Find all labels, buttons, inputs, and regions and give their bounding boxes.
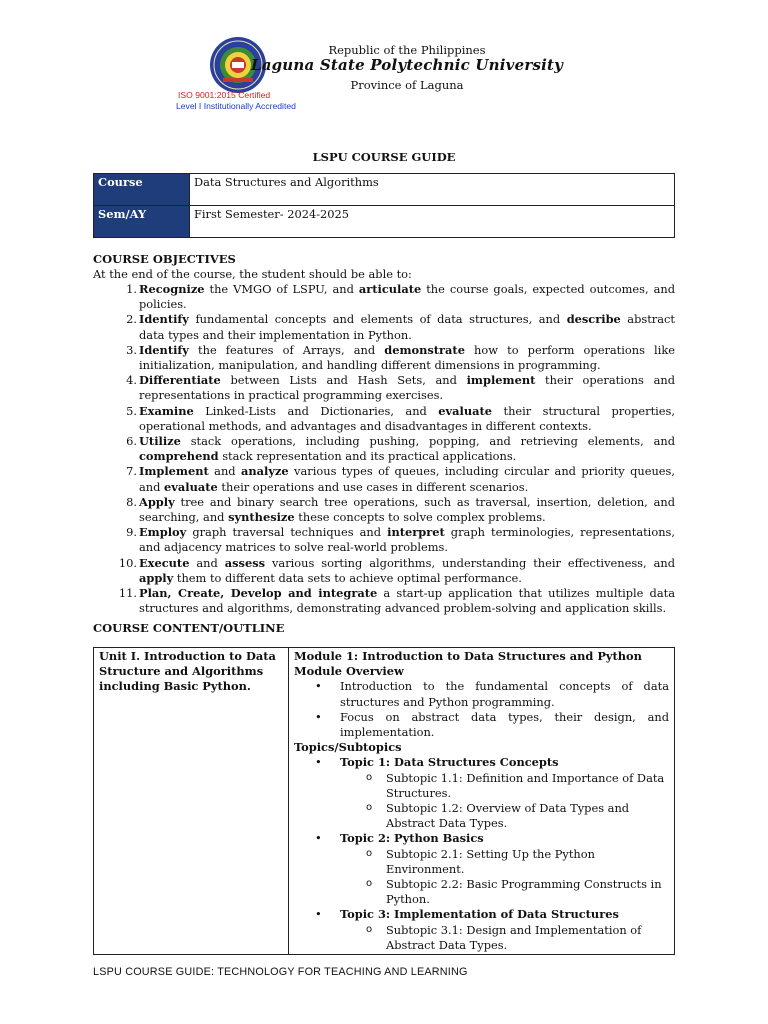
unit-row — [94, 648, 675, 955]
topic-item — [294, 907, 669, 953]
objective-number: 9. — [126, 525, 137, 540]
objective-verb: Recognize — [139, 282, 205, 296]
objective-number: 11. — [118, 586, 137, 601]
topic-title: • Topic 2: Python Basics — [340, 831, 484, 846]
document-header — [0, 0, 768, 140]
subtopic-list — [340, 847, 669, 908]
objective-text: various types of queues, including circular and priority queues, and — [139, 464, 675, 494]
objective-text: stack representation and its practical applications. — [218, 449, 517, 464]
objective-item — [93, 343, 675, 373]
objective-text: and — [208, 464, 241, 479]
unit-title: Unit I. Introduction to Data Structure and Algorithms including Basic Python. — [94, 648, 289, 955]
overview-item: • Focus on abstract data types, their design, and implementation. — [294, 710, 669, 740]
objective-item — [93, 373, 675, 403]
objective-verb: Employ — [139, 525, 187, 540]
subtopic-item: o Subtopic 3.1: Design and Implementation of Abstract Data Types. — [340, 923, 669, 953]
objective-verb: Identify — [139, 342, 189, 357]
subtopic-item: o Subtopic 2.1: Setting Up the Python Environment. — [340, 847, 669, 877]
objective-verb: articulate — [358, 282, 422, 296]
module-overview-label: Module Overview — [294, 664, 404, 679]
course-info-table — [93, 173, 675, 238]
objective-item — [93, 464, 675, 494]
iso-certification: ISO 9001:2015 Certified — [178, 90, 271, 100]
objective-text: stack operations, including pushing, popping, and retrieving elements, and — [180, 434, 675, 449]
objective-text: the features of Arrays, and — [188, 342, 385, 357]
objective-number: 5. — [126, 403, 137, 418]
course-row — [94, 174, 675, 206]
objective-verb: Plan, Create, Develop and integrate — [139, 586, 378, 601]
objective-number: 2. — [126, 312, 137, 327]
topics-label: Topics/Subtopics — [294, 740, 402, 755]
objective-verb: comprehend — [139, 449, 219, 464]
province-line: Province of Laguna — [350, 78, 464, 92]
topics-list — [294, 755, 669, 953]
objective-number: 3. — [126, 342, 137, 357]
objective-text: their operations and representations in practical programming exercises. — [139, 373, 675, 403]
objective-number: 8. — [126, 494, 137, 509]
objective-verb: interpret — [387, 525, 445, 540]
objective-verb: analyze — [240, 464, 289, 479]
objective-text: the course goals, expected outcomes, and policies. — [139, 282, 675, 312]
subtopic-item: o Subtopic 1.2: Overview of Data Types and Abstract Data Types. — [340, 801, 669, 831]
objective-verb: Differentiate — [139, 373, 221, 388]
objective-item — [93, 586, 675, 616]
objective-verb: synthesize — [228, 510, 295, 525]
objective-verb: Implement — [139, 464, 209, 479]
sem-value: First Semester- 2024-2025 — [190, 206, 675, 238]
objective-text: graph traversal techniques and — [186, 525, 388, 540]
objective-verb: demonstrate — [384, 342, 465, 357]
objective-item — [93, 525, 675, 555]
objective-text: tree and binary search tree operations, such as traversal, insertion, deletion, and searching, and — [139, 494, 675, 525]
page-title: LSPU COURSE GUIDE — [312, 150, 456, 164]
subtopic-item: o Subtopic 1.1: Definition and Importance of Data Structures. — [340, 771, 669, 801]
objective-number: 1. — [126, 282, 137, 296]
objectives-list — [93, 282, 675, 616]
objective-verb: Utilize — [139, 434, 181, 449]
objective-verb: evaluate — [438, 403, 493, 418]
objective-verb: Execute — [139, 555, 190, 570]
topic-item — [294, 755, 669, 831]
objective-text: between Lists and Hash Sets, and — [220, 373, 467, 388]
objective-number: 6. — [126, 434, 137, 449]
objective-item — [93, 404, 675, 434]
course-label: Course — [94, 174, 190, 206]
objective-verb: implement — [466, 373, 536, 388]
objective-item — [93, 495, 675, 525]
objective-text: Linked-Lists and Dictionaries, and — [193, 403, 439, 418]
overview-item: • Introduction to the fundamental concepts of data structures and Python programming. — [294, 679, 669, 709]
accreditation-level: Level I Institutionally Accredited — [176, 101, 296, 111]
subtopic-item: o Subtopic 2.2: Basic Programming Constructs in Python. — [340, 877, 669, 907]
objective-text: and — [189, 555, 225, 570]
course-value: Data Structures and Algorithms — [190, 174, 675, 206]
objectives-intro: At the end of the course, the student should be able to: — [93, 267, 412, 281]
objective-verb: Identify — [139, 312, 189, 327]
module-overview-list — [294, 679, 669, 740]
objective-item — [93, 312, 675, 342]
module-title: Module 1: Introduction to Data Structures and Python — [294, 649, 642, 663]
topic-title: • Topic 1: Data Structures Concepts — [340, 755, 559, 770]
objective-text: these concepts to solve complex problems. — [294, 510, 546, 525]
university-name: Laguna State Polytechnic University — [250, 56, 564, 74]
objective-verb: evaluate — [164, 479, 218, 494]
objective-text: graph terminologies, representations, and adjacency matrices to solve real-world problems. — [139, 525, 675, 555]
objective-text: the VMGO of LSPU, and — [204, 282, 359, 296]
objective-text: fundamental concepts and elements of data structures, and — [188, 312, 567, 327]
module-cell — [289, 648, 675, 955]
objective-verb: apply — [139, 570, 174, 585]
topic-title: • Topic 3: Implementation of Data Structures — [340, 907, 619, 922]
page-footer: LSPU COURSE GUIDE: TECHNOLOGY FOR TEACHING AND LEARNING — [93, 966, 468, 978]
topic-item — [294, 831, 669, 907]
objective-number: 7. — [126, 464, 137, 479]
objective-text: a start-up application that utilizes multiple data structures and algorithms, demonstrating advanced problem-solving and application skills. — [139, 586, 676, 616]
sem-label: Sem/AY — [94, 206, 190, 238]
sem-row — [94, 206, 675, 238]
objective-text: various sorting algorithms, understanding their effectiveness, and — [265, 555, 675, 570]
objective-item — [93, 434, 675, 464]
republic-line: Republic of the Philippines — [328, 43, 486, 57]
objective-number: 10. — [118, 555, 137, 570]
objective-verb: Apply — [139, 494, 175, 509]
objective-verb: describe — [566, 312, 621, 327]
objective-text: them to different data sets to achieve optimal performance. — [173, 570, 522, 585]
objective-text: abstract data types and their implementation in Python. — [139, 312, 675, 342]
objective-text: their operations and use cases in different scenarios. — [217, 479, 529, 494]
content-outline-table — [93, 647, 675, 955]
content-heading: COURSE CONTENT/OUTLINE — [93, 621, 285, 635]
objective-verb: assess — [224, 555, 266, 570]
objective-text: their structural properties, operational methods, and advantages and disadvantages in different contexts. — [139, 403, 675, 433]
objective-verb: Examine — [139, 403, 194, 418]
objectives-heading: COURSE OBJECTIVES — [93, 252, 236, 266]
subtopic-list — [340, 923, 669, 953]
subtopic-list — [340, 771, 669, 832]
objective-text: how to perform operations like initialization, manipulation, and handling different dimensions in programming. — [139, 342, 675, 373]
objective-number: 4. — [126, 373, 137, 388]
objective-item — [93, 556, 675, 586]
objective-item — [93, 282, 675, 312]
